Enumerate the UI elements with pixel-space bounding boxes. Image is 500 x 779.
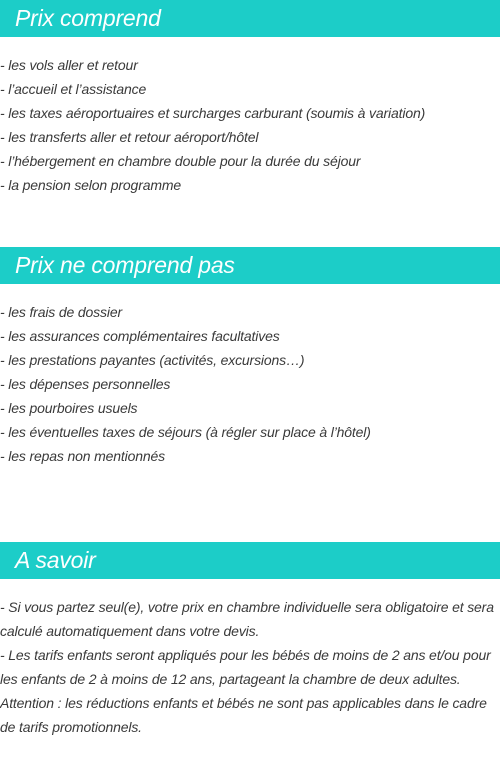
excluded-list (0, 300, 500, 468)
list-item: - les transferts aller et retour aéroport/hôtel (0, 129, 259, 145)
list-item: - la pension selon programme (0, 177, 182, 193)
included-list (0, 53, 500, 197)
list-item: - les vols aller et retour (0, 57, 138, 73)
list-item: - les repas non mentionnés (0, 448, 165, 464)
list-item: - les dépenses personnelles (0, 376, 171, 392)
list-item: - l’accueil et l’assistance (0, 81, 147, 97)
list-item: - les éventuelles taxes de séjours (à régler sur place à l’hôtel) (0, 424, 371, 440)
list-item: - les pourboires usuels (0, 400, 138, 416)
info-paragraph: Attention : les réductions enfants et bébés ne sont pas applicables dans le cadre de tarifs promotionnels. (0, 695, 487, 735)
section-header-prix-ne-comprend-pas: Prix ne comprend pas (0, 247, 500, 284)
list-item: - l’hébergement en chambre double pour la durée du séjour (0, 153, 361, 169)
list-item: - les frais de dossier (0, 304, 122, 320)
list-item: - les prestations payantes (activités, excursions…) (0, 352, 305, 368)
list-item: - les taxes aéroportuaires et surcharges carburant (soumis à variation) (0, 105, 426, 121)
section-header-prix-comprend: Prix comprend (0, 0, 500, 37)
info-paragraph: - Si vous partez seul(e), votre prix en chambre individuelle sera obligatoire et sera calculé automatiquement dans votre devis. (0, 599, 494, 639)
info-paragraphs (0, 595, 500, 739)
info-paragraph: - Les tarifs enfants seront appliqués pour les bébés de moins de 2 ans et/ou pour les enfants de 2 à moins de 12 ans, partageant la chambre de deux adultes. (0, 647, 491, 687)
section-header-a-savoir: A savoir (0, 542, 500, 579)
list-item: - les assurances complémentaires facultatives (0, 328, 280, 344)
